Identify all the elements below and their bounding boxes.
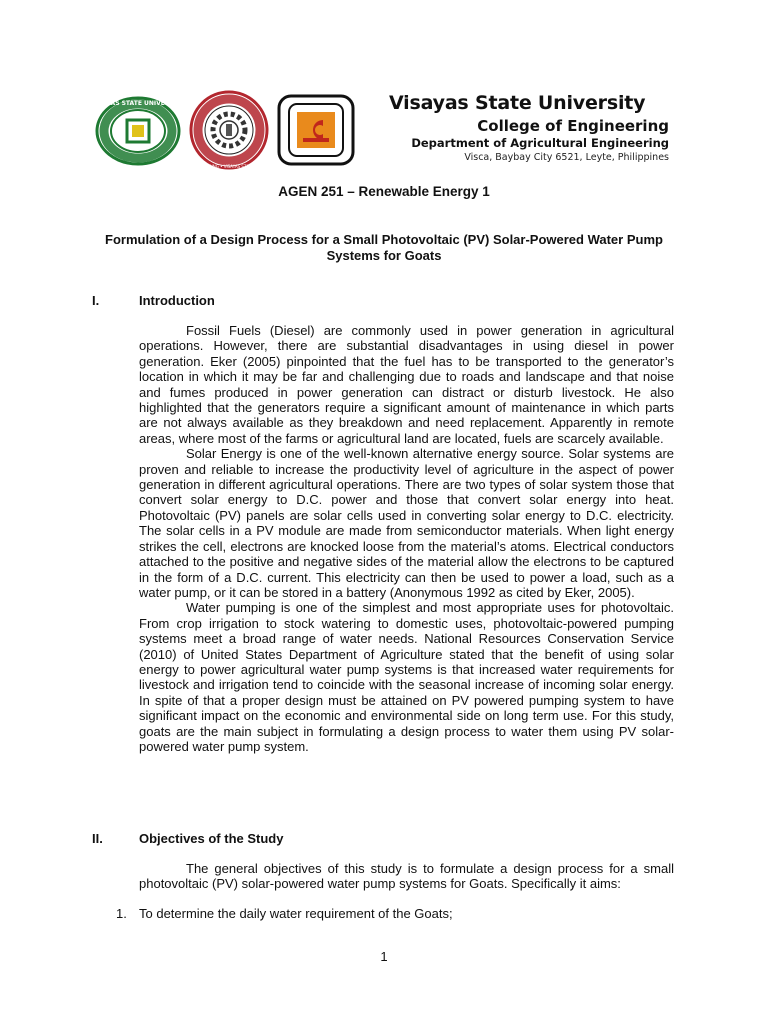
- university-info: [387, 90, 677, 164]
- list-item-number: 1.: [116, 906, 127, 921]
- course-title: AGEN 251 – Renewable Energy 1: [278, 184, 490, 199]
- paragraph: Water pumping is one of the simplest and most appropriate uses for photovoltaic. From crop irrigation to stock watering to domestic uses, photovoltaic-powered pumping systems meet a broad range of water needs. National Resources Conservation Service (2010) of United States Department of Agriculture stated that the benefit of using solar energy to power agricultural water pump systems is that increased water requirements for livestock and irrigation tend to coincide with the seasonal increase of incoming solar energy. In spite of that a proper design must be attained on PV powered pumping system to have significant impact on the economic and environmental side on long term use. For this study, goats are the main subject in formulating a design process to water them using PV solar-powered water pump system.: [139, 600, 674, 754]
- dae-logo-icon: [277, 94, 355, 166]
- list-item: [116, 906, 453, 921]
- letterhead: [91, 90, 675, 170]
- vsu-seal-icon: [91, 96, 185, 166]
- page-number: 1: [380, 949, 388, 964]
- section-1-number: I.: [92, 293, 100, 308]
- coe-seal-text: COLLEGE OF ENGINEERING • VISAYAS STATE UNIVERSITY • 2005: [164, 164, 294, 169]
- vsu-seal-top-text: VISAYAS STATE UNIVERSITY: [91, 100, 185, 107]
- section-2-number: II.: [92, 831, 103, 846]
- coe-seal-icon: [164, 90, 294, 170]
- section-1-title: Introduction: [139, 293, 215, 308]
- paragraph: Solar Energy is one of the well-known alternative energy source. Solar systems are proven and reliable to increase the productivity level of agriculture in the aspect of power generation in different agricultural operations. There are two types of solar system those that convert solar energy to D.C. power and those that convert solar energy into heat. Photovoltaic (PV) panels are solar cells used in converting solar energy to D.C. electricity. The solar cells in a PV module are made from semiconductor materials. When light energy strikes the cell, electrons are knocked loose from the material’s atoms. Electrical conductors attached to the positive and negative sides of the material allow the electrons to be captured in the form of a D.C. current. This electricity can then be used to power a load, such as a water pump, or it can be stored in a battery (Anonymous 1992 as cited by Eker, 2005).: [139, 446, 674, 600]
- university-name: Visayas State University: [389, 92, 646, 114]
- list-item-text: To determine the daily water requirement of the Goats;: [139, 906, 453, 921]
- objectives-body: [139, 861, 674, 892]
- department-name: Department of Agricultural Engineering: [411, 136, 669, 150]
- paragraph: The general objectives of this study is to formulate a design process for a small photovoltaic (PV) solar-powered water pump systems for Goats. Specifically it aims:: [139, 861, 674, 892]
- document-title: Formulation of a Design Process for a Small Photovoltaic (PV) Solar-Powered Water Pump Systems for Goats: [105, 232, 663, 263]
- paragraph: Fossil Fuels (Diesel) are commonly used in power generation in agricultural operations. However, there are substantial disadvantages in using diesel in power generation. Eker (2005) pinpointed that the fuel has to be transported to the generator’s location in which it may be far and challenging due to roads and landscape and that noise and fumes produced in power generation can distract or disturb livestock. He also highlighted that the generators require a significant amount of maintenance in which parts are not always available as they breakdown and need replacement. Apparently in remote areas, where most of the farms or agricultural land are located, fuels are scarcely available.: [139, 323, 674, 446]
- introduction-body: [139, 323, 674, 754]
- section-2-title: Objectives of the Study: [139, 831, 284, 846]
- address: Visca, Baybay City 6521, Leyte, Philippines: [464, 152, 669, 163]
- college-name: College of Engineering: [477, 117, 669, 135]
